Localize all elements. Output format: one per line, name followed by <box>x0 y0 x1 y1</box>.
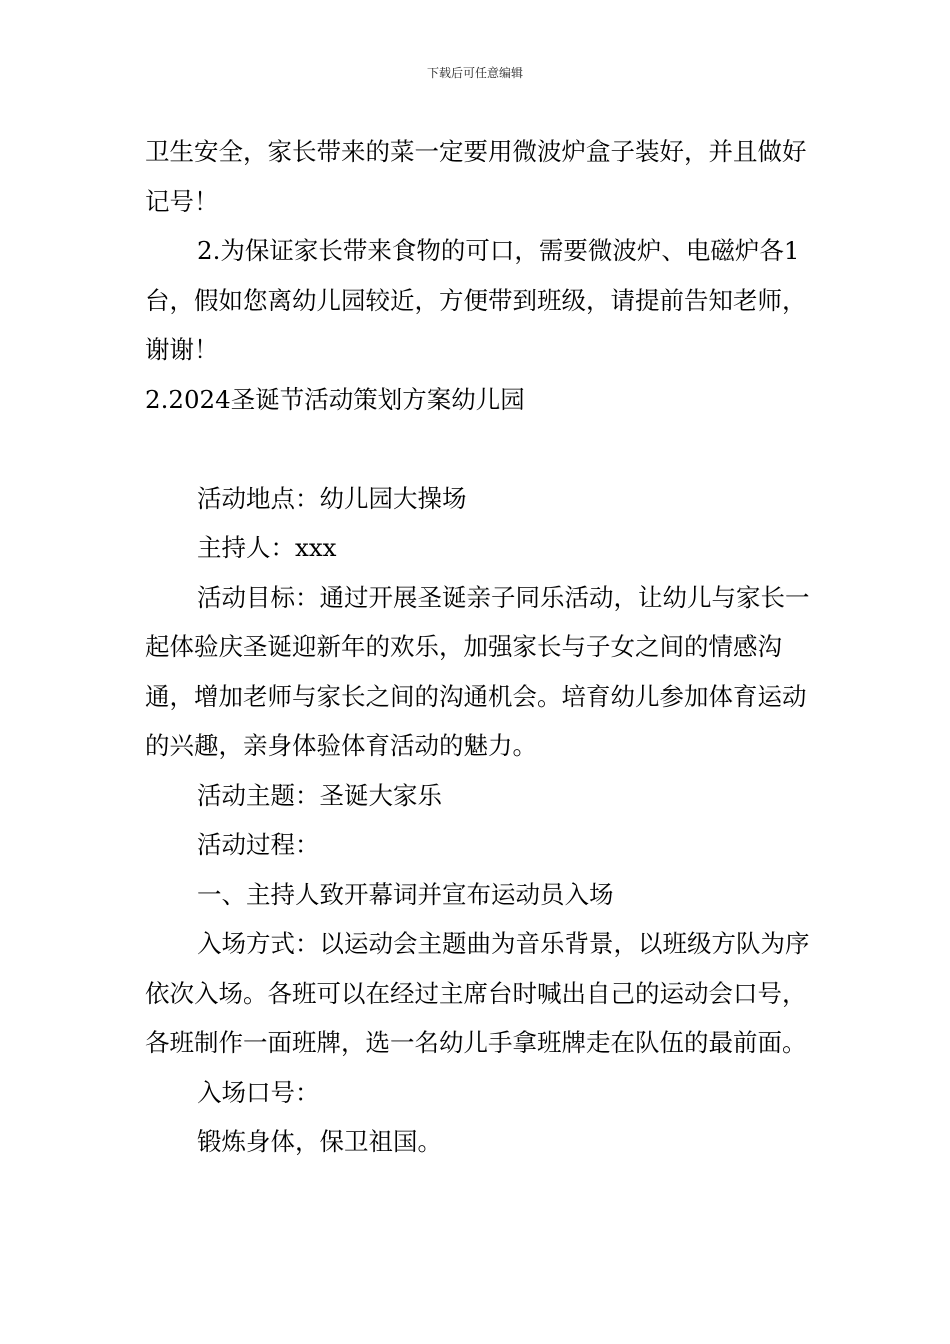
paragraph-goal: 活动目标：通过开展圣诞亲子同乐活动，让幼儿与家长一起体验庆圣诞迎新年的欢乐，加强家长与子女之间的情感沟通，增加老师与家长之间的沟通机会。培育幼儿参加体育运动的兴趣，亲身体验体育活动的魅力。 <box>145 582 810 760</box>
page-header: 下载后可任意编辑 <box>426 66 523 80</box>
paragraph-location: 活动地点：幼儿园大操场 <box>197 483 467 513</box>
document-body <box>145 127 810 1167</box>
paragraph-entry-slogan-label: 入场口号： <box>197 1077 320 1107</box>
paragraph-slogan: 锻炼身体，保卫祖国。 <box>197 1127 442 1156</box>
section-title: 2.2024圣诞节活动策划方案幼儿园 <box>145 384 525 414</box>
blank-line <box>145 424 810 474</box>
paragraph-theme: 活动主题：圣诞大家乐 <box>197 780 442 810</box>
paragraph-process: 活动过程： <box>197 830 320 859</box>
paragraph-hygiene-note: 卫生安全，家长带来的菜一定要用微波炉盒子装好，并且做好记号！ <box>145 137 807 216</box>
paragraph-host: 主持人：xxx <box>197 533 337 562</box>
paragraph-entry-method: 入场方式：以运动会主题曲为音乐背景，以班级方队为序依次入场。各班可以在经过主席台时喊出自己的运动会口号，各班制作一面班牌，选一名幼儿手拿班牌走在队伍的最前面。 <box>145 929 810 1057</box>
paragraph-step-one: 一、主持人致开幕词并宣布运动员入场 <box>197 879 614 909</box>
paragraph-appliance-request: 2.为保证家长带来食物的可口，需要微波炉、电磁炉各1台，假如您离幼儿园较近，方便带到班级，请提前告知老师，谢谢！ <box>145 236 807 364</box>
